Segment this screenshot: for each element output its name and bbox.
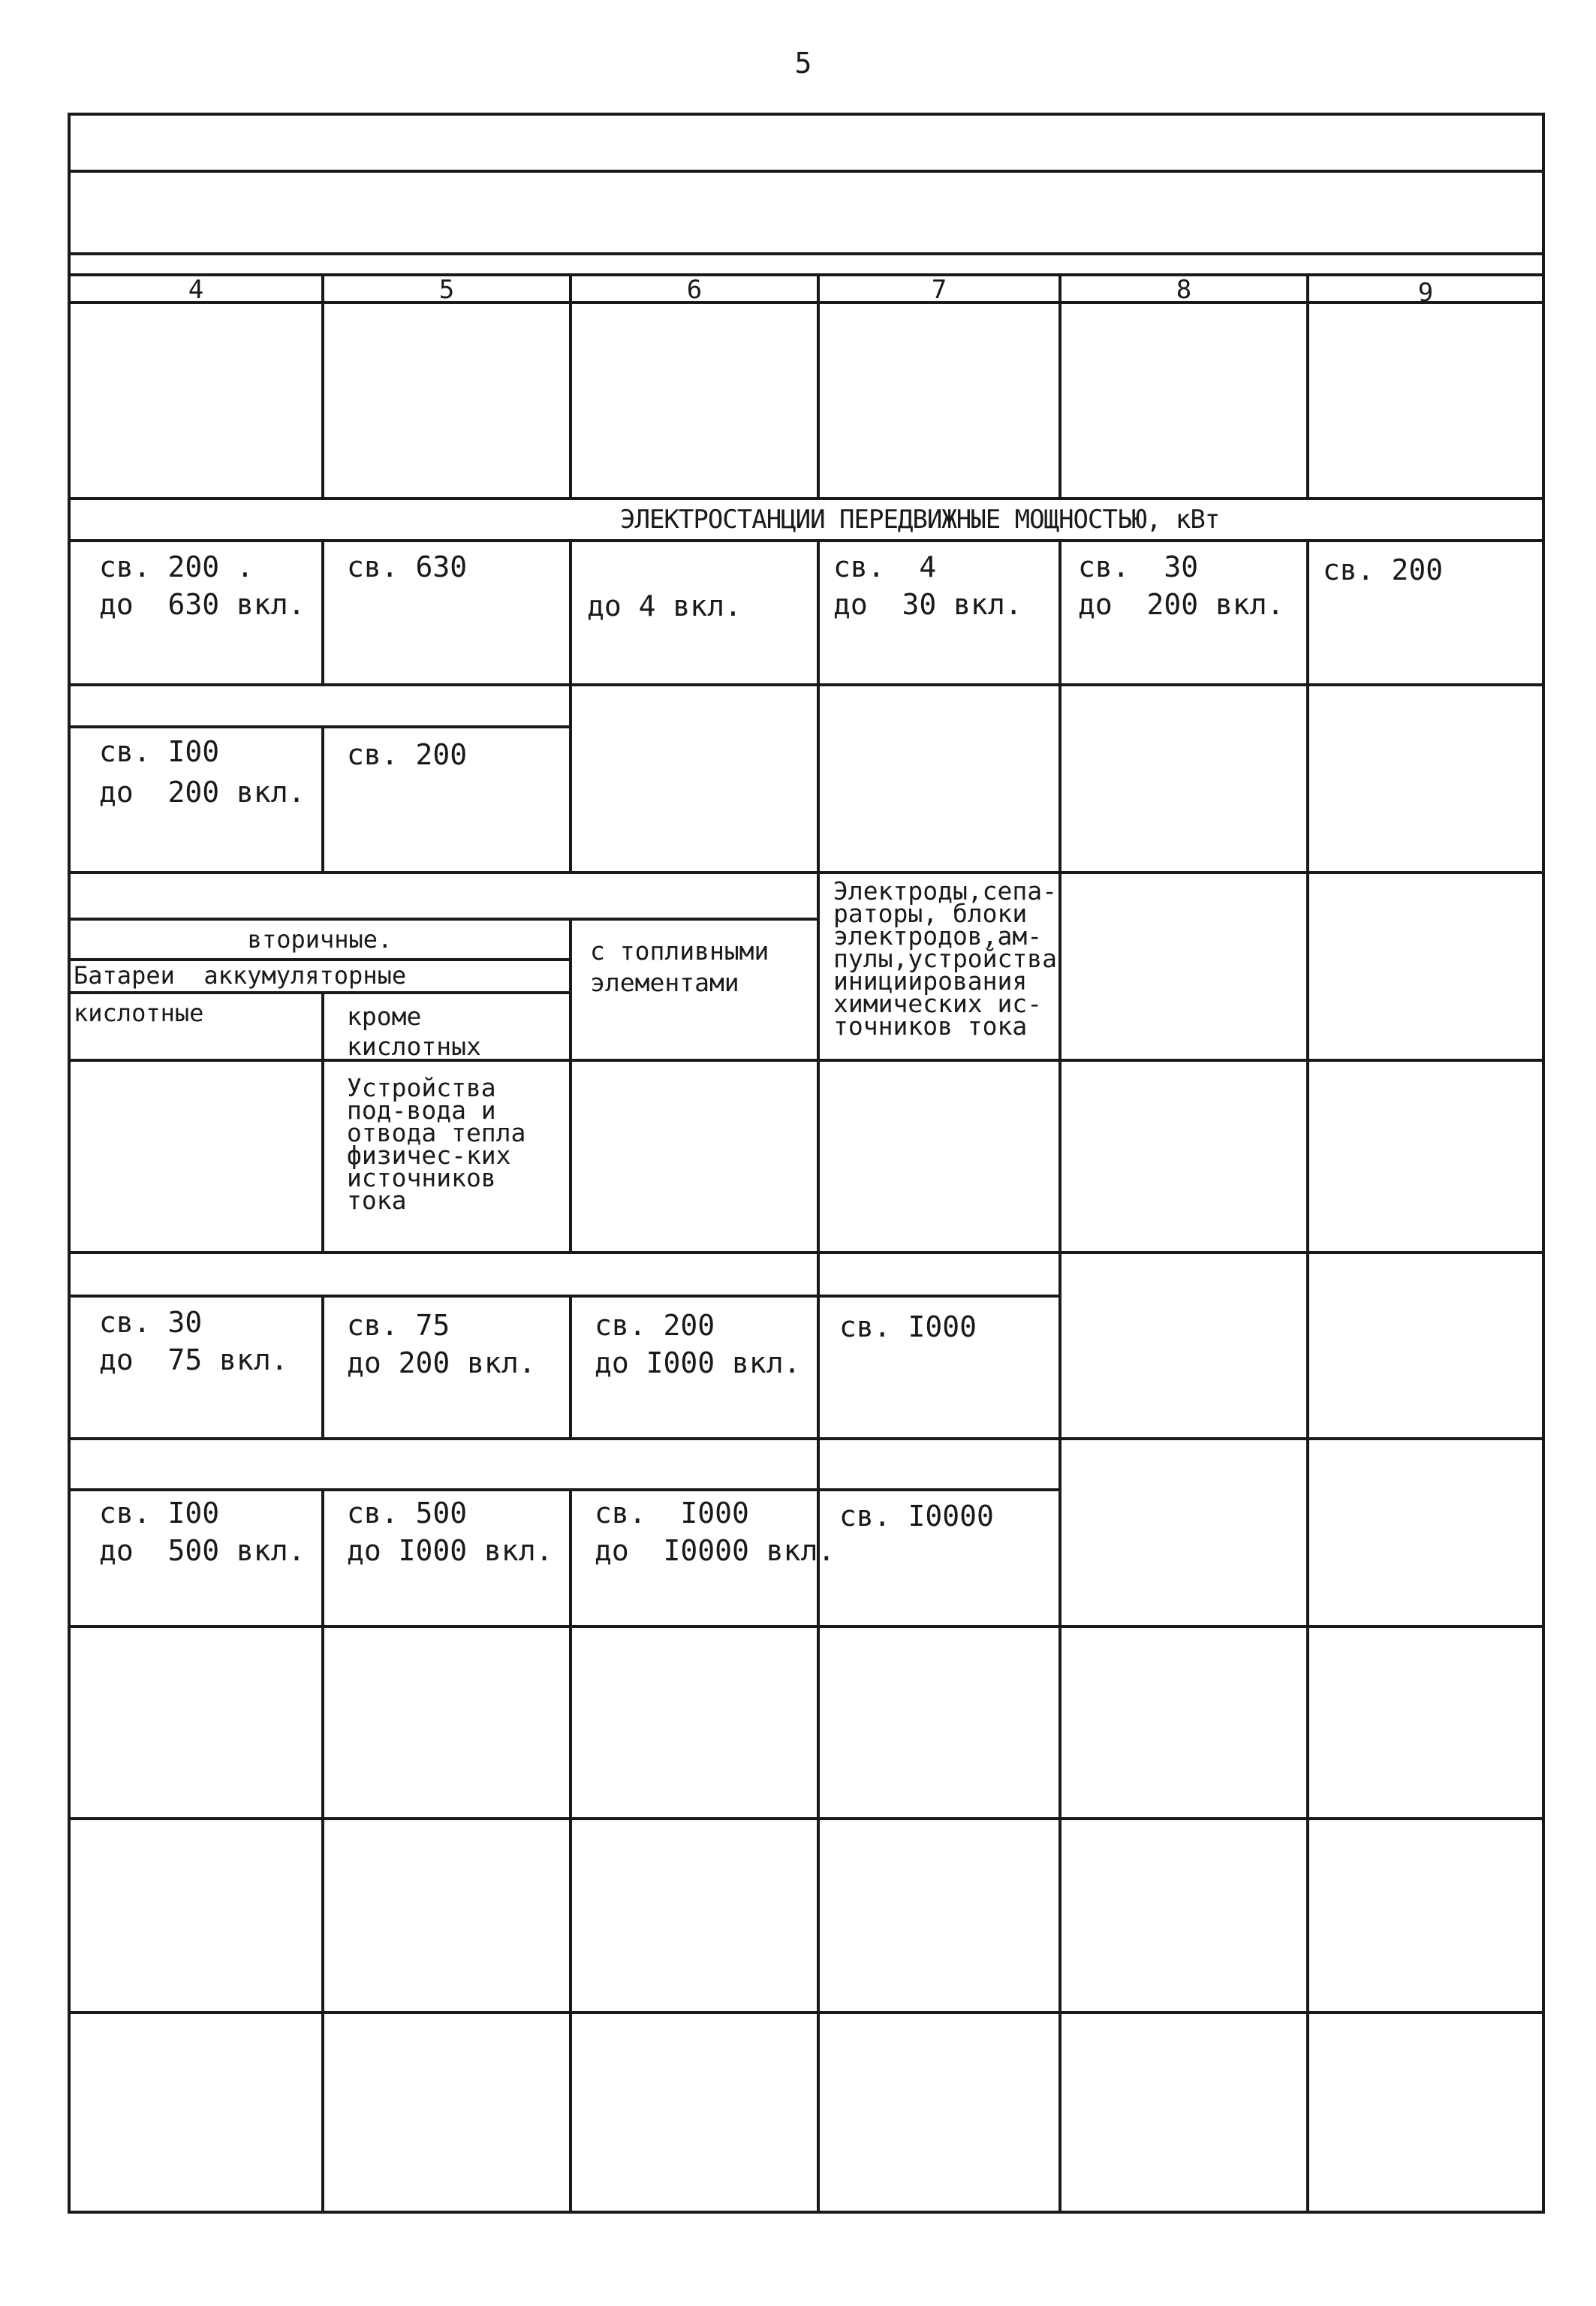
page-number: 5 [794, 47, 812, 80]
range-b-col5-line2: до I000 вкл. [347, 1534, 553, 1567]
label-fuel-cells: с топливными элементами [590, 936, 769, 997]
power-row1-col7-line2: до 30 вкл. [833, 588, 1022, 621]
column-number-6: 6 [686, 275, 703, 305]
column-number-8: 8 [1176, 275, 1192, 305]
range-a-col4-line1: св. 30 [99, 1306, 203, 1339]
power-row2-col4-line1: св. I00 [99, 735, 220, 768]
range-b-col5-line1: св. 500 [347, 1497, 468, 1530]
power-row1-col6: до 4 вкл. [587, 589, 742, 622]
power-row1-col8-line2: до 200 вкл. [1078, 588, 1284, 621]
range-a-col4-line2: до 75 вкл. [99, 1343, 288, 1376]
power-row1-col8-line1: св. 30 [1078, 550, 1199, 583]
power-row1-col4-line1: св. 200 . [99, 550, 254, 583]
label-heat-devices: Устройства под-вода и отвода тепла физичес-ких источников тока [347, 1073, 526, 1215]
range-b-col7: св. I0000 [839, 1500, 994, 1533]
power-row1-col9: св. 200 [1323, 553, 1444, 586]
range-a-col5-line2: до 200 вкл. [347, 1346, 536, 1379]
power-row2-col5: св. 200 [347, 738, 468, 771]
range-a-col6-line2: до I000 вкл. [595, 1346, 801, 1379]
label-batteries: Батареи аккумуляторные [74, 961, 407, 990]
label-electrodes: Электроды,сепа-раторы, блоки электродов,ам-пулы,устройства инициирования химических ис-точников тока [833, 876, 1058, 1041]
label-non-acidic: кроме кислотных [347, 1002, 481, 1061]
power-row2-col4-line2: до 200 вкл. [99, 776, 306, 809]
range-a-col6-line1: св. 200 [595, 1309, 715, 1342]
range-b-col4-line2: до 500 вкл. [99, 1534, 306, 1567]
column-number-5: 5 [438, 275, 455, 305]
range-b-col6-line1: св. I000 [595, 1497, 749, 1530]
range-b-col4-line1: св. I00 [99, 1497, 220, 1530]
label-acidic: кислотные [74, 999, 204, 1027]
column-number-9: 9 [1417, 278, 1434, 308]
column-number-7: 7 [931, 275, 947, 305]
column-number-4: 4 [188, 275, 204, 305]
power-row1-col5: св. 630 [347, 550, 468, 583]
range-a-col5-line1: св. 75 [347, 1309, 450, 1342]
power-row1-col4-line2: до 630 вкл. [99, 588, 306, 621]
section-title-power-stations: ЭЛЕКТРОСТАНЦИИ ПЕРЕДВИЖНЫЕ МОЩНОСТЬЮ, кВт [620, 505, 1220, 535]
power-row1-col7-line1: св. 4 [833, 550, 937, 583]
label-secondary: вторичные. [247, 925, 393, 954]
range-b-col6-line2: до I0000 вкл. [595, 1534, 836, 1567]
range-a-col7: св. I000 [839, 1310, 977, 1343]
